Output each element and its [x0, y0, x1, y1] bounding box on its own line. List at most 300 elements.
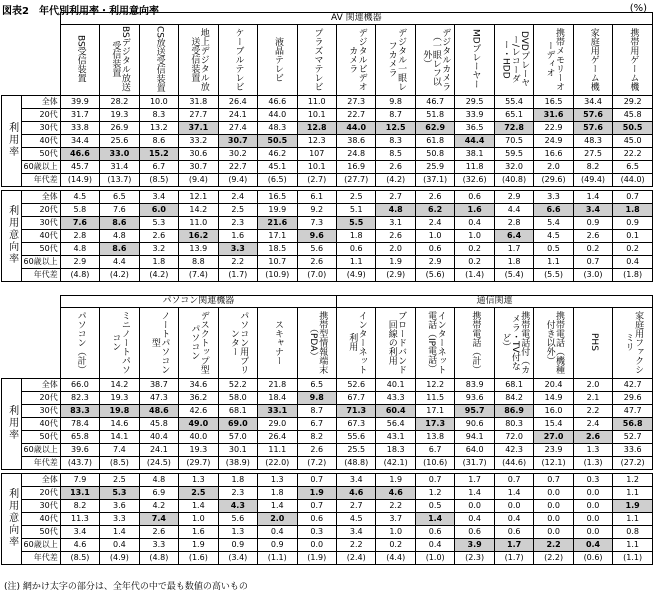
data-cell: 0.4	[573, 539, 612, 552]
column-header	[336, 25, 375, 96]
data-cell: 0.9	[573, 217, 612, 230]
data-cell: (3.0)	[573, 269, 612, 282]
data-cell: 0.6	[455, 526, 494, 539]
data-cell: (9.4)	[218, 174, 257, 187]
data-cell: 22.7	[336, 109, 375, 122]
column-header-text: BSデジタル放送受信装置	[110, 26, 130, 92]
data-cell: 55.6	[337, 431, 376, 444]
data-cell: 65.1	[494, 109, 533, 122]
column-header	[376, 308, 415, 379]
data-cell: 67.7	[337, 392, 376, 405]
data-cell: 5.1	[336, 204, 375, 217]
data-cell: 12.5	[376, 122, 415, 135]
table-row	[2, 379, 653, 392]
data-cell: 0.4	[415, 539, 454, 552]
data-cell: (1.1)	[613, 552, 653, 565]
column-header-text: 携帯型情報端末（PDA）	[307, 310, 328, 374]
data-cell: 7.4	[100, 444, 139, 457]
data-cell: 52.2	[218, 379, 257, 392]
data-cell: 0.4	[100, 539, 139, 552]
data-cell: 4.2	[139, 500, 178, 513]
column-header-text: インターネット電話（IP電話）	[426, 310, 446, 374]
column-header	[573, 308, 612, 379]
data-cell: 2.3	[218, 487, 257, 500]
data-cell: 27.5	[573, 148, 612, 161]
section-label	[2, 379, 22, 470]
data-cell: 43.3	[376, 392, 415, 405]
column-header	[415, 308, 454, 379]
data-cell: (8.5)	[139, 174, 178, 187]
column-header-text: 家庭用ゲーム機	[588, 27, 599, 91]
data-cell: 0.2	[613, 243, 653, 256]
data-cell: 0.0	[494, 500, 533, 513]
column-header	[179, 308, 218, 379]
data-cell: 3.9	[455, 539, 494, 552]
table-row	[2, 122, 653, 135]
data-cell: 11.0	[297, 96, 336, 109]
data-cell: 0.7	[613, 191, 653, 204]
data-cell: 48.3	[573, 135, 612, 148]
data-cell: 8.2	[573, 161, 612, 174]
data-cell: 7.3	[297, 217, 336, 230]
data-cell: 52.6	[337, 379, 376, 392]
section-label	[2, 191, 22, 282]
column-header	[573, 25, 612, 96]
data-cell: 33.1	[258, 405, 297, 418]
column-header	[534, 25, 573, 96]
table-row	[2, 392, 653, 405]
data-cell: 14.1	[100, 431, 139, 444]
data-cell: 19.3	[100, 392, 139, 405]
data-cell: 1.9	[376, 474, 415, 487]
data-cell: 6.6	[534, 204, 573, 217]
data-cell: 2.9	[494, 191, 533, 204]
av-devices-table	[1, 12, 653, 282]
data-cell: 30.2	[218, 148, 257, 161]
data-cell: 1.9	[376, 256, 415, 269]
data-cell: 11.3	[60, 513, 99, 526]
table-row	[2, 217, 653, 230]
data-cell: 27.7	[179, 109, 218, 122]
data-cell: 38.7	[139, 379, 178, 392]
data-cell: 7.6	[60, 217, 99, 230]
column-header	[139, 308, 178, 379]
data-cell: 1.4	[415, 513, 454, 526]
data-cell: (0.6)	[573, 552, 612, 565]
data-cell: 39.6	[60, 444, 99, 457]
column-header-text: デジタルカメラ（一眼レフ以外）	[421, 27, 451, 91]
row-label: 20代	[22, 487, 60, 500]
table-row	[2, 500, 653, 513]
data-cell: 24.1	[139, 444, 178, 457]
data-cell: 72.8	[494, 122, 533, 135]
data-cell: 22.9	[534, 122, 573, 135]
data-cell: 10.7	[258, 256, 297, 269]
data-cell: 2.6	[415, 191, 454, 204]
data-cell: (1.8)	[613, 269, 653, 282]
data-cell: 37.1	[179, 122, 218, 135]
data-cell: 2.5	[218, 204, 257, 217]
data-cell: 22.2	[613, 148, 653, 161]
data-cell: 0.0	[573, 487, 612, 500]
data-cell: (2.7)	[297, 174, 336, 187]
row-label: 60歳以上	[22, 539, 60, 552]
data-cell: 27.4	[218, 122, 257, 135]
data-cell: 34.4	[60, 135, 99, 148]
data-cell: 0.0	[534, 500, 573, 513]
table-row	[2, 135, 653, 148]
data-cell: 38.1	[455, 148, 494, 161]
data-cell: 1.4	[179, 500, 218, 513]
column-header-text: BS受信装置	[75, 35, 86, 83]
row-label: 40代	[22, 418, 60, 431]
data-cell: 16.0	[534, 405, 573, 418]
row-label: 全体	[22, 379, 60, 392]
section-label-text: 利用率	[6, 405, 18, 441]
header-corner	[2, 296, 61, 379]
data-cell: 12.1	[179, 191, 218, 204]
table-row	[2, 96, 653, 109]
row-label: 60歳以上	[22, 256, 60, 269]
data-cell: 4.8	[376, 204, 415, 217]
data-cell: (9.4)	[179, 174, 218, 187]
data-cell: 21.8	[258, 379, 297, 392]
data-cell: 2.5	[179, 487, 218, 500]
data-cell: 90.6	[455, 418, 494, 431]
data-cell: 31.6	[534, 109, 573, 122]
row-label: 年代差	[22, 457, 60, 470]
data-cell: 0.0	[534, 487, 573, 500]
data-cell: 47.3	[139, 392, 178, 405]
data-cell: 52.7	[613, 431, 653, 444]
data-cell: 4.4	[494, 204, 533, 217]
unit-label: (%)	[629, 3, 647, 14]
row-label: 全体	[22, 191, 60, 204]
data-cell: 8.5	[376, 148, 415, 161]
data-cell: 49.0	[179, 418, 218, 431]
data-cell: 1.8	[218, 474, 257, 487]
data-cell: 6.4	[494, 230, 533, 243]
data-cell: (27.7)	[336, 174, 375, 187]
data-cell: (4.2)	[100, 269, 139, 282]
data-cell: 38.6	[336, 135, 375, 148]
data-cell: 0.2	[455, 256, 494, 269]
data-cell: 2.7	[376, 191, 415, 204]
data-cell: 2.5	[336, 191, 375, 204]
data-cell: 0.7	[494, 474, 533, 487]
data-cell: 31.4	[100, 161, 139, 174]
data-cell: 8.6	[100, 243, 139, 256]
data-cell: 1.9	[613, 500, 653, 513]
data-cell: 2.8	[494, 217, 533, 230]
data-cell: 6.5	[613, 161, 653, 174]
data-cell: 16.5	[534, 96, 573, 109]
data-cell: 50.8	[415, 148, 454, 161]
data-cell: 36.2	[179, 392, 218, 405]
data-cell: 82.3	[60, 392, 99, 405]
data-cell: 4.6	[60, 539, 99, 552]
data-cell: (49.4)	[573, 174, 612, 187]
data-cell: 17.1	[258, 230, 297, 243]
row-label: 30代	[22, 500, 60, 513]
data-cell: 2.3	[218, 217, 257, 230]
data-cell: 14.9	[534, 392, 573, 405]
column-header	[455, 25, 494, 96]
data-cell: 26.9	[100, 122, 139, 135]
data-cell: (22.0)	[258, 457, 297, 470]
column-header	[139, 25, 178, 96]
data-cell: 1.0	[179, 513, 218, 526]
data-cell: 60.4	[376, 405, 415, 418]
data-cell: 2.6	[139, 230, 178, 243]
data-cell: 1.3	[258, 474, 297, 487]
data-cell: 17.3	[415, 418, 454, 431]
column-header	[258, 25, 297, 96]
data-cell: 0.7	[415, 474, 454, 487]
data-cell: 2.4	[415, 217, 454, 230]
data-cell: 3.4	[573, 204, 612, 217]
column-header	[337, 308, 376, 379]
group-label-comm: 通信関連	[337, 296, 653, 308]
group-label: AV 関連機器	[60, 13, 652, 25]
column-header	[494, 308, 533, 379]
data-cell: 107	[297, 148, 336, 161]
data-cell: 0.0	[573, 526, 612, 539]
data-cell: 2.2	[376, 500, 415, 513]
column-header-text: ブロードバンド回線の利用	[386, 310, 407, 374]
column-header-text: 携帯メモリーオーディオ	[544, 27, 564, 91]
data-cell: 3.3	[100, 513, 139, 526]
column-header	[218, 308, 257, 379]
table-row	[2, 552, 653, 565]
data-cell: 0.9	[258, 539, 297, 552]
row-label: 40代	[22, 135, 60, 148]
column-header-text: 家庭用ファクシミリ	[623, 310, 644, 374]
data-cell: 83.9	[455, 379, 494, 392]
data-cell: (1.7)	[218, 269, 257, 282]
data-cell: 29.2	[613, 96, 653, 109]
data-cell: (8.5)	[60, 552, 99, 565]
column-header-text: ケーブルテレビ	[233, 27, 244, 91]
data-cell: 1.4	[258, 500, 297, 513]
data-cell: 58.0	[218, 392, 257, 405]
data-cell: 39.9	[60, 96, 99, 109]
data-cell: 16.5	[258, 191, 297, 204]
data-cell: 8.2	[60, 500, 99, 513]
data-cell: 43.1	[376, 431, 415, 444]
data-cell: 24.8	[336, 148, 375, 161]
table-row	[2, 431, 653, 444]
column-header	[494, 25, 533, 96]
data-cell: 1.0	[415, 230, 454, 243]
data-cell: (37.1)	[415, 174, 454, 187]
column-header-text: ミニノートパソコン	[110, 310, 130, 374]
data-cell: 1.2	[415, 487, 454, 500]
data-cell: 31.7	[60, 109, 99, 122]
data-cell: 45.8	[139, 418, 178, 431]
data-cell: 27.0	[534, 431, 573, 444]
data-cell: 57.6	[573, 109, 612, 122]
data-cell: 0.3	[573, 474, 612, 487]
data-cell: 29.6	[613, 392, 653, 405]
data-cell: (4.9)	[100, 552, 139, 565]
data-cell: 1.6	[218, 230, 257, 243]
data-cell: 44.0	[258, 109, 297, 122]
data-cell: (13.7)	[100, 174, 139, 187]
data-cell: 12.8	[297, 122, 336, 135]
table-row	[2, 191, 653, 204]
data-cell: 45.8	[613, 109, 653, 122]
data-cell: (14.9)	[60, 174, 99, 187]
data-cell: 9.2	[297, 204, 336, 217]
data-cell: 33.6	[613, 444, 653, 457]
data-cell: 0.5	[415, 500, 454, 513]
section-label-text: 利用意向率	[6, 205, 18, 265]
data-cell: 15.2	[139, 148, 178, 161]
data-cell: (1.0)	[415, 552, 454, 565]
row-label: 50代	[22, 526, 60, 539]
data-cell: 4.8	[60, 243, 99, 256]
row-label: 30代	[22, 122, 60, 135]
data-cell: 8.6	[139, 135, 178, 148]
column-header-row	[2, 308, 653, 379]
data-cell: 8.7	[297, 405, 336, 418]
data-cell: 17.1	[415, 405, 454, 418]
data-cell: 3.4	[337, 474, 376, 487]
data-cell: 5.8	[60, 204, 99, 217]
data-cell: (44.0)	[613, 174, 653, 187]
data-cell: 0.4	[455, 217, 494, 230]
data-cell: 48.3	[258, 122, 297, 135]
data-cell: 0.0	[297, 539, 336, 552]
data-cell: 10.1	[297, 109, 336, 122]
data-cell: (3.4)	[218, 552, 257, 565]
data-cell: 20.4	[534, 379, 573, 392]
data-cell: 70.5	[494, 135, 533, 148]
data-cell: 40.0	[179, 431, 218, 444]
table-row	[2, 457, 653, 470]
data-cell: 1.7	[494, 243, 533, 256]
table-row	[2, 444, 653, 457]
data-cell: 31.8	[179, 96, 218, 109]
data-cell: 0.6	[297, 513, 336, 526]
data-cell: 0.0	[573, 513, 612, 526]
data-cell: 0.4	[494, 513, 533, 526]
table-row	[2, 204, 653, 217]
column-header-text: デジタル一眼レフカメラ	[386, 27, 407, 91]
data-cell: 45.1	[258, 161, 297, 174]
data-cell: (29.7)	[179, 457, 218, 470]
row-label: 20代	[22, 204, 60, 217]
data-cell: 2.2	[573, 405, 612, 418]
table-row	[2, 487, 653, 500]
data-cell: 2.6	[376, 230, 415, 243]
data-cell: 2.0	[258, 513, 297, 526]
data-cell: (10.9)	[258, 269, 297, 282]
data-cell: 44.4	[455, 135, 494, 148]
data-cell: 51.8	[415, 109, 454, 122]
data-cell: 11.5	[415, 392, 454, 405]
row-label: 50代	[22, 243, 60, 256]
row-label: 全体	[22, 474, 60, 487]
data-cell: 80.3	[494, 418, 533, 431]
data-cell: 44.0	[336, 122, 375, 135]
data-cell: 5.6	[297, 243, 336, 256]
data-cell: 0.2	[455, 243, 494, 256]
data-cell: 7.4	[139, 513, 178, 526]
data-cell: 4.8	[100, 230, 139, 243]
data-cell: 0.0	[455, 500, 494, 513]
data-cell: 83.3	[60, 405, 99, 418]
data-cell: 28.2	[100, 96, 139, 109]
header-corner	[2, 13, 61, 96]
data-cell: 14.6	[100, 418, 139, 431]
data-cell: 6.9	[139, 487, 178, 500]
column-header-text: 携帯用ゲーム機	[628, 27, 639, 91]
report-title: 図表2 年代別利用率・利用意向率	[2, 6, 159, 17]
column-header-text: 携帯電話（計）	[470, 310, 481, 374]
data-cell: 0.9	[613, 217, 653, 230]
data-cell: 2.2	[218, 256, 257, 269]
data-cell: 11.8	[455, 161, 494, 174]
data-cell: 42.6	[179, 405, 218, 418]
data-cell: 18.3	[376, 444, 415, 457]
data-cell: 4.6	[337, 487, 376, 500]
data-cell: 16.2	[179, 230, 218, 243]
data-cell: 0.7	[297, 500, 336, 513]
data-cell: 0.6	[455, 191, 494, 204]
data-cell: 2.4	[573, 418, 612, 431]
data-cell: 42.7	[613, 379, 653, 392]
row-label: 60歳以上	[22, 444, 60, 457]
data-cell: 6.1	[297, 191, 336, 204]
data-cell: 0.2	[573, 243, 612, 256]
data-cell: (1.3)	[573, 457, 612, 470]
data-cell: 1.4	[455, 487, 494, 500]
data-cell: 69.0	[218, 418, 257, 431]
column-header-text: 携帯電話付（カメラ・TV付など）	[500, 310, 530, 374]
data-cell: (43.7)	[60, 457, 99, 470]
data-cell: (42.1)	[376, 457, 415, 470]
data-cell: 6.2	[415, 204, 454, 217]
column-header-text: デスクトップ型パソコン	[189, 310, 209, 374]
data-cell: 10.1	[297, 161, 336, 174]
column-header-text: スキャナー	[273, 319, 283, 365]
table-row	[2, 256, 653, 269]
data-cell: 23.9	[534, 444, 573, 457]
data-cell: 7.6	[100, 204, 139, 217]
data-cell: 61.8	[415, 135, 454, 148]
data-cell: (4.2)	[376, 174, 415, 187]
data-cell: (5.5)	[534, 269, 573, 282]
data-cell: 0.7	[297, 474, 336, 487]
data-cell: 32.0	[494, 161, 533, 174]
data-cell: 65.8	[60, 431, 99, 444]
data-cell: 1.8	[613, 204, 653, 217]
data-cell: 33.0	[100, 148, 139, 161]
data-cell: 72.0	[494, 431, 533, 444]
column-header-text: デジタルビデオカメラ	[347, 27, 367, 91]
data-cell: 1.8	[336, 230, 375, 243]
column-header-row	[2, 25, 653, 96]
footnote: (注) 網かけ太字の部分は、全年代の中で最も数値の高いもの	[4, 582, 248, 592]
data-cell: 1.8	[258, 487, 297, 500]
data-cell: 8.3	[139, 109, 178, 122]
data-cell: 4.5	[534, 230, 573, 243]
data-cell: 33.9	[455, 109, 494, 122]
column-header-text: パソコン（計）	[75, 310, 86, 374]
data-cell: 2.6	[573, 230, 612, 243]
